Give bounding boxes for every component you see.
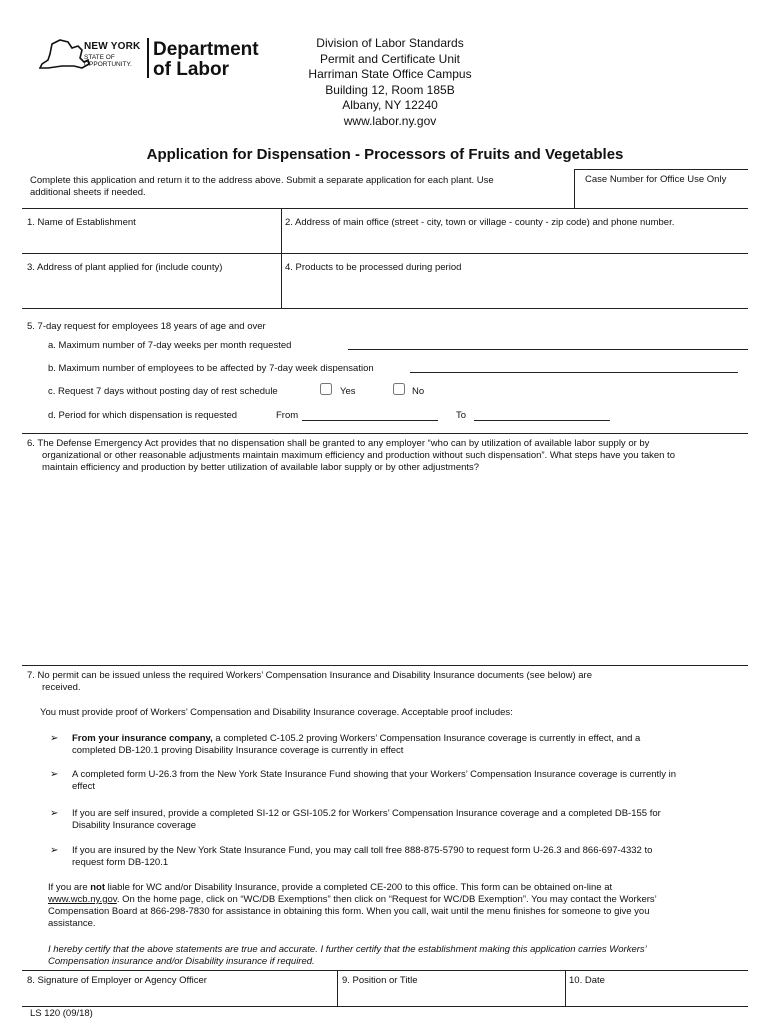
- wcb-website-link[interactable]: www.wcb.ny.gov: [48, 894, 117, 905]
- bullet-self-insured: [72, 808, 742, 832]
- section5a-underline: [348, 349, 748, 350]
- grid-line: [22, 253, 748, 254]
- grid-line: [22, 208, 748, 209]
- efficiency-steps-field[interactable]: [30, 482, 740, 660]
- address-line: Albany, NY 12240: [342, 98, 438, 112]
- not-liable-bold: not: [90, 882, 106, 893]
- grid-line: [22, 970, 748, 971]
- bullet-u26-form: [72, 769, 742, 793]
- bullet1-rest: a completed C-105.2 proving Workers’ Compensation Insurance coverage is currently in effect, and a: [212, 733, 641, 744]
- section7-intro: [27, 670, 747, 694]
- proof-statement: You must provide proof of Workers’ Compensation and Disability Insurance coverage. Acceptable proof includes:: [40, 707, 513, 718]
- address-line: Building 12, Room 185B: [325, 82, 455, 97]
- mailing-address: [300, 36, 480, 129]
- section5-heading: 5. 7-day request for employees 18 years of age and over: [27, 321, 266, 332]
- certification-statement: [48, 944, 748, 968]
- arrow-bullet-icon: ➢: [50, 769, 59, 780]
- bullet-insurance-company: [72, 733, 742, 757]
- form-title: Application for Dispensation - Processors of Fruits and Vegetables: [146, 146, 624, 163]
- section6-line2: organizational or other reasonable adjustments maintain maximum efficiency and production without such dispensation”. What steps have you taken to: [42, 450, 675, 461]
- certification-line2: Compensation insurance and/or Disability insurance if required.: [48, 956, 315, 967]
- office-use-label: Case Number for Office Use Only: [585, 174, 727, 185]
- plant-address-field[interactable]: [30, 280, 275, 300]
- not-liable-rest: liable for WC and/or Disability Insurance, provide a completed CE-200 to this office. This form can be obtained on-line at: [105, 882, 613, 893]
- bullet3-line1: If you are self insured, provide a completed SI-12 or GSI-105.2 for Workers’ Compensation Insurance coverage and a completed DB-155 for: [72, 808, 661, 819]
- plant-address-label: 3. Address of plant applied for (include county): [27, 262, 223, 273]
- office-use-box-left: [574, 169, 575, 208]
- products-field[interactable]: [290, 280, 740, 300]
- not-liable-paragraph: [48, 882, 748, 930]
- department-of-labor-logo: [153, 40, 259, 80]
- section5b-label: b. Maximum number of employees to be affected by 7-day week dispensation: [48, 363, 374, 374]
- form-id: LS 120 (09/18): [30, 1008, 93, 1019]
- from-underline: [302, 420, 438, 421]
- section5a-label: a. Maximum number of 7-day weeks per month requested: [48, 340, 292, 351]
- bullet4-line2: request form DB-120.1: [72, 857, 169, 868]
- not-liable-line3: Compensation Board at 866-298-7830 for assistance in obtaining this form. When you call, wait until the menu finishes for someone to give you: [48, 906, 650, 917]
- name-of-establishment-field[interactable]: [30, 232, 275, 248]
- section5d-label: d. Period for which dispensation is requested: [48, 410, 238, 421]
- section5b-underline: [410, 372, 738, 373]
- address-line: Permit and Certificate Unit: [319, 51, 461, 66]
- logo-new-york: NEW YORK: [84, 41, 141, 52]
- arrow-bullet-icon: ➢: [50, 733, 59, 744]
- logo-tagline-line1: STATE OF: [84, 54, 115, 61]
- max-7day-weeks-field[interactable]: [350, 336, 746, 348]
- instructions: [30, 175, 570, 199]
- period-from-field[interactable]: [304, 407, 436, 419]
- yes-label: Yes: [340, 386, 356, 397]
- position-field[interactable]: [345, 988, 560, 1002]
- no-label: No: [412, 386, 425, 397]
- to-underline: [474, 420, 610, 421]
- signature-field[interactable]: [30, 988, 330, 1002]
- dept-line1: Department: [153, 39, 259, 60]
- grid-line: [281, 208, 282, 308]
- office-use-box-top: [574, 169, 748, 170]
- not-liable-pre: If you are: [48, 882, 91, 893]
- yes-checkbox[interactable]: [320, 383, 332, 395]
- section7-line1: 7. No permit can be issued unless the required Workers’ Compensation Insurance and Disability Insurance documents (see below) are: [27, 670, 593, 681]
- max-employees-field[interactable]: [412, 359, 736, 371]
- period-to-field[interactable]: [476, 407, 608, 419]
- instructions-line1: Complete this application and return it to the address above. Submit a separate application for each plant. Use: [30, 175, 494, 186]
- main-office-address-field[interactable]: [290, 232, 740, 248]
- logo-divider: [147, 38, 149, 78]
- section5c-label: c. Request 7 days without posting day of rest schedule: [48, 386, 278, 397]
- signature-label: 8. Signature of Employer or Agency Officer: [27, 975, 207, 986]
- grid-line: [337, 970, 338, 1006]
- website-link[interactable]: www.labor.ny.gov: [343, 113, 437, 128]
- certification-line1: I hereby certify that the above statements are true and accurate. I further certify that the establishment making this application carries Workers’: [48, 944, 647, 955]
- wcb-rest: . On the home page, click on “WC/DB Exemptions” then click on “Request for WC/DB Exemption”. You may contact the Workers’: [116, 894, 657, 905]
- address-line: Harriman State Office Campus: [308, 67, 472, 81]
- new-york-state-map-icon: [38, 38, 90, 72]
- from-label: From: [276, 410, 299, 421]
- grid-line: [22, 308, 748, 309]
- arrow-bullet-icon: ➢: [50, 808, 59, 819]
- products-label: 4. Products to be processed during period: [285, 262, 462, 273]
- position-label: 9. Position or Title: [342, 975, 418, 986]
- section6-line1: 6. The Defense Emergency Act provides that no dispensation shall be granted to any employer “who can by utilization of available labor supply or by: [27, 438, 650, 449]
- grid-line: [22, 1006, 748, 1007]
- no-checkbox[interactable]: [393, 383, 405, 395]
- case-number-field[interactable]: [580, 190, 740, 204]
- instructions-line2: additional sheets if needed.: [30, 187, 146, 198]
- grid-line: [22, 665, 748, 666]
- grid-line: [565, 970, 566, 1006]
- bullet1-bold: From your insurance company,: [72, 733, 213, 744]
- logo-tagline-line2: OPPORTUNITY.: [84, 61, 132, 68]
- section6-question: [27, 438, 747, 474]
- bullet1-line2: completed DB-120.1 proving Disability Insurance coverage is currently in effect: [72, 745, 404, 756]
- date-field[interactable]: [572, 988, 742, 1002]
- to-label: To: [456, 410, 467, 421]
- arrow-bullet-icon: ➢: [50, 845, 59, 856]
- address-line: Division of Labor Standards: [316, 36, 464, 50]
- bullet4-line1: If you are insured by the New York State Insurance Fund, you may call toll free 888-875-5790 to request form U-26.3 and 866-697-4332 to: [72, 845, 653, 856]
- main-office-address-label: 2. Address of main office (street - city, town or village - county - zip code) and phone number.: [285, 217, 675, 228]
- bullet2-line2: effect: [72, 781, 96, 792]
- grid-line: [22, 433, 748, 434]
- bullet-state-fund: [72, 845, 742, 869]
- section7-line2: received.: [42, 682, 81, 693]
- logo-tagline: [84, 54, 132, 68]
- bullet2-line1: A completed form U-26.3 from the New York State Insurance Fund showing that your Workers’ Compensation Insurance coverage is currently in: [72, 769, 677, 780]
- name-of-establishment-label: 1. Name of Establishment: [27, 217, 136, 228]
- section6-line3: maintain efficiency and production by better utilization of available labor supply or by other adjustments?: [42, 462, 480, 473]
- bullet3-line2: Disability Insurance coverage: [72, 820, 197, 831]
- date-label: 10. Date: [569, 975, 605, 986]
- not-liable-line4: assistance.: [48, 918, 96, 929]
- dept-line2: of Labor: [153, 59, 229, 80]
